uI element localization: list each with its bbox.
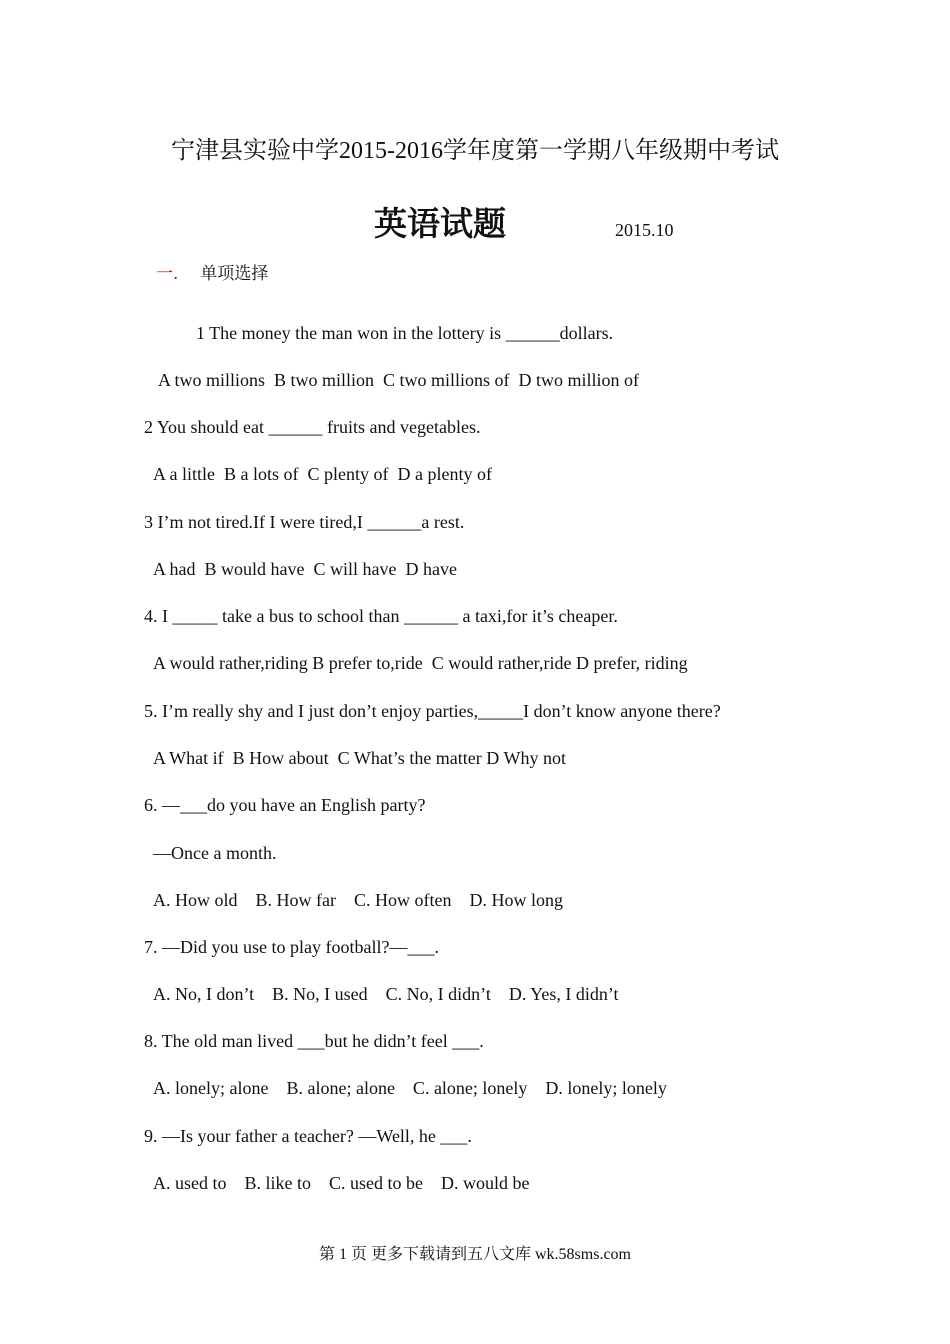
question-1-options: A two millions B two million C two millions of D two million of: [158, 370, 640, 390]
question-4-stem: 4. I _____ take a bus to school than ______ a taxi,for it’s cheaper.: [144, 606, 618, 626]
question-9-stem: 9. —Is your father a teacher? —Well, he ___.: [144, 1126, 472, 1146]
page-footer: 第 1 页 更多下载请到五八文库 wk.58sms.com: [318, 1246, 631, 1263]
question-6-options: A. How old B. How far C. How often D. How long: [153, 890, 563, 910]
subject-title: 英语试题: [374, 204, 506, 243]
question-5-options: A What if B How about C What’s the matter D Why not: [153, 748, 566, 768]
question-6-answer-line: —Once a month.: [153, 843, 277, 863]
section-title: 单项选择: [200, 264, 269, 284]
question-2-stem: 2 You should eat ______ fruits and vegetables.: [144, 417, 481, 437]
question-9-options: A. used to B. like to C. used to be D. would be: [153, 1173, 530, 1193]
question-3-options: A had B would have C will have D have: [153, 559, 457, 579]
question-2-options: A a little B a lots of C plenty of D a plenty of: [153, 464, 492, 484]
question-3-stem: 3 I’m not tired.If I were tired,I ______a rest.: [144, 512, 465, 532]
question-6-stem: 6. —___do you have an English party?: [144, 795, 426, 815]
question-7-options: A. No, I don’t B. No, I used C. No, I didn’t D. Yes, I didn’t: [153, 984, 619, 1004]
question-8-stem: 8. The old man lived ___but he didn’t feel ___.: [144, 1031, 484, 1051]
question-8-options: A. lonely; alone B. alone; alone C. alone; lonely D. lonely; lonely: [153, 1078, 667, 1098]
section-heading: [156, 263, 268, 285]
exam-date: 2015.10: [615, 220, 674, 240]
question-1-stem: 1 The money the man won in the lottery is ______dollars.: [196, 323, 614, 343]
question-4-options: A would rather,riding B prefer to,ride C would rather,ride D prefer, riding: [153, 653, 688, 673]
question-5-stem: 5. I’m really shy and I just don’t enjoy parties,_____I don’t know anyone there?: [144, 701, 721, 721]
section-number: 一.: [156, 264, 179, 284]
exam-title: 宁津县实验中学2015-2016学年度第一学期八年级期中考试: [171, 138, 779, 164]
question-7-stem: 7. —Did you use to play football?—___.: [144, 937, 439, 957]
